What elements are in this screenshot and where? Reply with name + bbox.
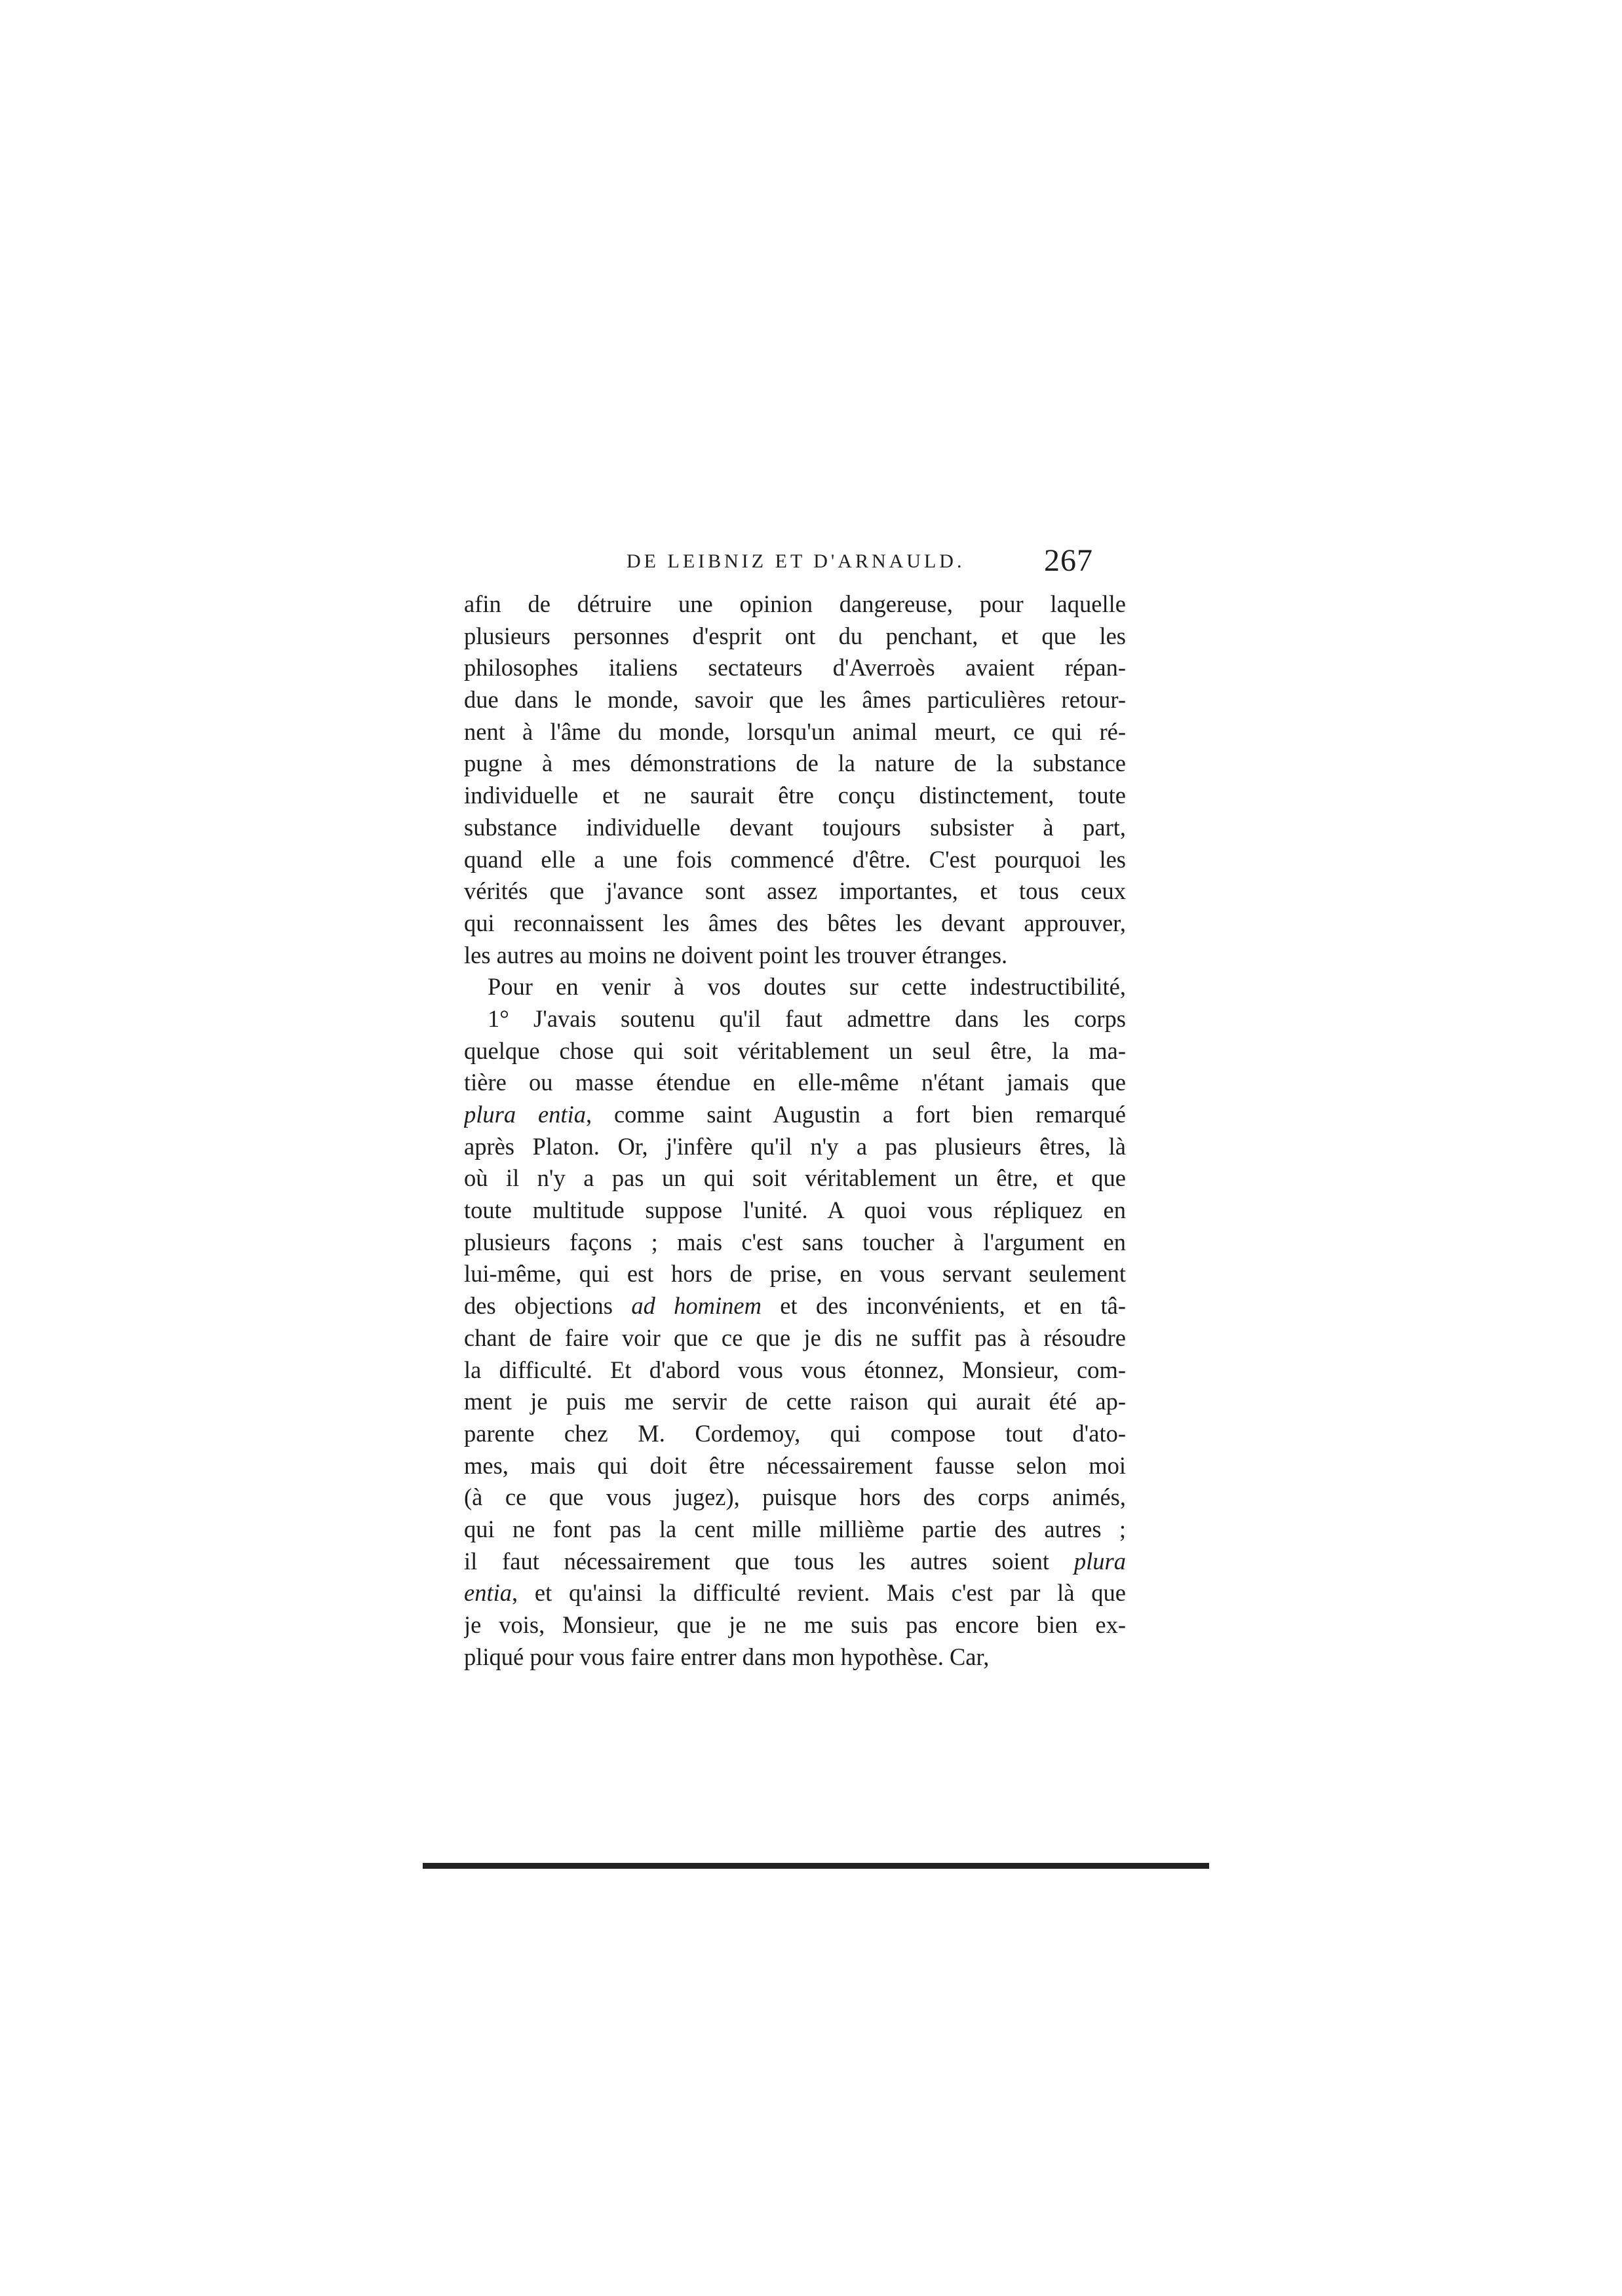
body-text: [464, 588, 1126, 1673]
text-line-segment: les autres au moins ne doivent point les trouver étranges.: [464, 941, 1008, 968]
text-line-segment: quand elle a une fois commencé d'être. C'est pourquoi les: [464, 845, 1126, 873]
text-line: [464, 1450, 1126, 1482]
text-line-segment: chant de faire voir que ce que je dis ne suffit pas à résoudre: [464, 1324, 1126, 1351]
text-line-segment: plusieurs personnes d'esprit ont du penchant, et que les: [464, 622, 1126, 649]
italic-latin-phrase: plura: [1073, 1547, 1126, 1575]
text-line-segment: des objections: [464, 1292, 632, 1320]
text-line-segment: philosophes italiens sectateurs d'Averroès avaient répan-: [464, 654, 1126, 681]
text-line-segment: vérités que j'avance sont assez importantes, et tous ceux: [464, 877, 1126, 905]
text-line: [464, 1418, 1126, 1450]
text-line-segment: tière ou masse étendue en elle-même n'étant jamais que: [464, 1069, 1126, 1096]
text-line: [464, 1195, 1126, 1227]
text-line: [464, 1482, 1126, 1514]
text-line-segment: Pour en venir à vos doutes sur cette indestructibilité,: [488, 973, 1126, 1001]
text-line: [464, 1227, 1126, 1259]
text-line: [464, 1577, 1126, 1609]
text-line: [464, 1003, 1126, 1035]
text-line-segment: lui-même, qui est hors de prise, en vous servant seulement: [464, 1260, 1126, 1288]
text-line: [464, 844, 1126, 876]
text-line: [464, 940, 1126, 972]
text-line-segment: pliqué pour vous faire entrer dans mon hypothèse. Car,: [464, 1643, 990, 1670]
text-line: [464, 908, 1126, 940]
text-line-segment: quelque chose qui soit véritablement un seul être, la ma-: [464, 1037, 1126, 1064]
text-line-segment: après Platon. Or, j'infère qu'il n'y a pas plusieurs êtres, là: [464, 1132, 1126, 1160]
text-line-segment: , et qu'ainsi la difficulté revient. Mais c'est par là que: [511, 1579, 1126, 1607]
bottom-rule: [423, 1863, 1209, 1869]
text-line: [464, 971, 1126, 1003]
text-line: [464, 1290, 1126, 1322]
text-line: [464, 652, 1126, 684]
text-line: [464, 684, 1126, 716]
text-line-segment: qui ne font pas la cent mille millième partie des autres ;: [464, 1515, 1126, 1542]
text-line: [464, 588, 1126, 621]
text-line-segment: ment je puis me servir de cette raison qui aurait été ap-: [464, 1388, 1126, 1415]
text-line-segment: parente chez M. Cordemoy, qui compose tout d'ato-: [464, 1419, 1126, 1447]
text-line: [464, 1067, 1126, 1099]
page-number: 267: [1044, 543, 1093, 578]
text-line-segment: toute multitude suppose l'unité. A quoi vous répliquez en: [464, 1196, 1126, 1224]
text-line-segment: mes, mais qui doit être nécessairement fausse selon moi: [464, 1451, 1126, 1479]
text-line: [464, 1546, 1126, 1578]
text-line-segment: , comme saint Augustin a fort bien remarqué: [585, 1101, 1126, 1128]
text-line: [464, 1641, 1126, 1674]
text-line-segment: (à ce que vous jugez), puisque hors des corps animés,: [464, 1483, 1126, 1511]
text-line-segment: la difficulté. Et d'abord vous vous étonnez, Monsieur, com-: [464, 1356, 1126, 1383]
text-line: [464, 1386, 1126, 1418]
text-line: [464, 1258, 1126, 1290]
italic-latin-phrase: plura entia: [464, 1101, 586, 1128]
text-line-segment: nent à l'âme du monde, lorsqu'un animal meurt, ce qui ré-: [464, 718, 1126, 745]
text-line-segment: afin de détruire une opinion dangereuse, pour laquelle: [464, 590, 1126, 617]
text-line-segment: pugne à mes démonstrations de la nature de la substance: [464, 750, 1126, 777]
running-head: DE LEIBNIZ ET D'ARNAULD.: [627, 550, 965, 572]
text-line: [464, 780, 1126, 812]
italic-latin-phrase: ad hominem: [631, 1292, 762, 1320]
text-line: [464, 621, 1126, 653]
page-header: [464, 543, 1119, 588]
text-line-segment: il faut nécessairement que tous les autres soient: [464, 1547, 1074, 1575]
text-line-segment: et des inconvénients, et en tâ-: [761, 1292, 1126, 1320]
text-line-segment: substance individuelle devant toujours subsister à part,: [464, 813, 1126, 841]
text-line: [464, 1131, 1126, 1163]
text-line-segment: individuelle et ne saurait être conçu distinctement, toute: [464, 782, 1126, 809]
text-line-segment: je vois, Monsieur, que je ne me suis pas encore bien ex-: [464, 1611, 1126, 1638]
text-line-segment: qui reconnaissent les âmes des bêtes les devant approuver,: [464, 909, 1126, 936]
text-line: [464, 1354, 1126, 1387]
italic-latin-phrase: entia: [464, 1579, 512, 1607]
text-line: [464, 1609, 1126, 1641]
text-line: [464, 716, 1126, 748]
text-line: [464, 1035, 1126, 1067]
text-line: [464, 875, 1126, 908]
text-line-segment: due dans le monde, savoir que les âmes particulières retour-: [464, 686, 1126, 714]
text-line: [464, 1322, 1126, 1354]
text-line: [464, 1099, 1126, 1131]
text-line: [464, 748, 1126, 780]
text-line: [464, 1162, 1126, 1195]
text-line-segment: 1° J'avais soutenu qu'il faut admettre dans les corps: [488, 1004, 1126, 1032]
text-line: [464, 812, 1126, 844]
text-line-segment: plusieurs façons ; mais c'est sans toucher à l'argument en: [464, 1228, 1126, 1255]
text-line: [464, 1514, 1126, 1546]
text-line-segment: où il n'y a pas un qui soit véritablement un être, et que: [464, 1164, 1126, 1192]
